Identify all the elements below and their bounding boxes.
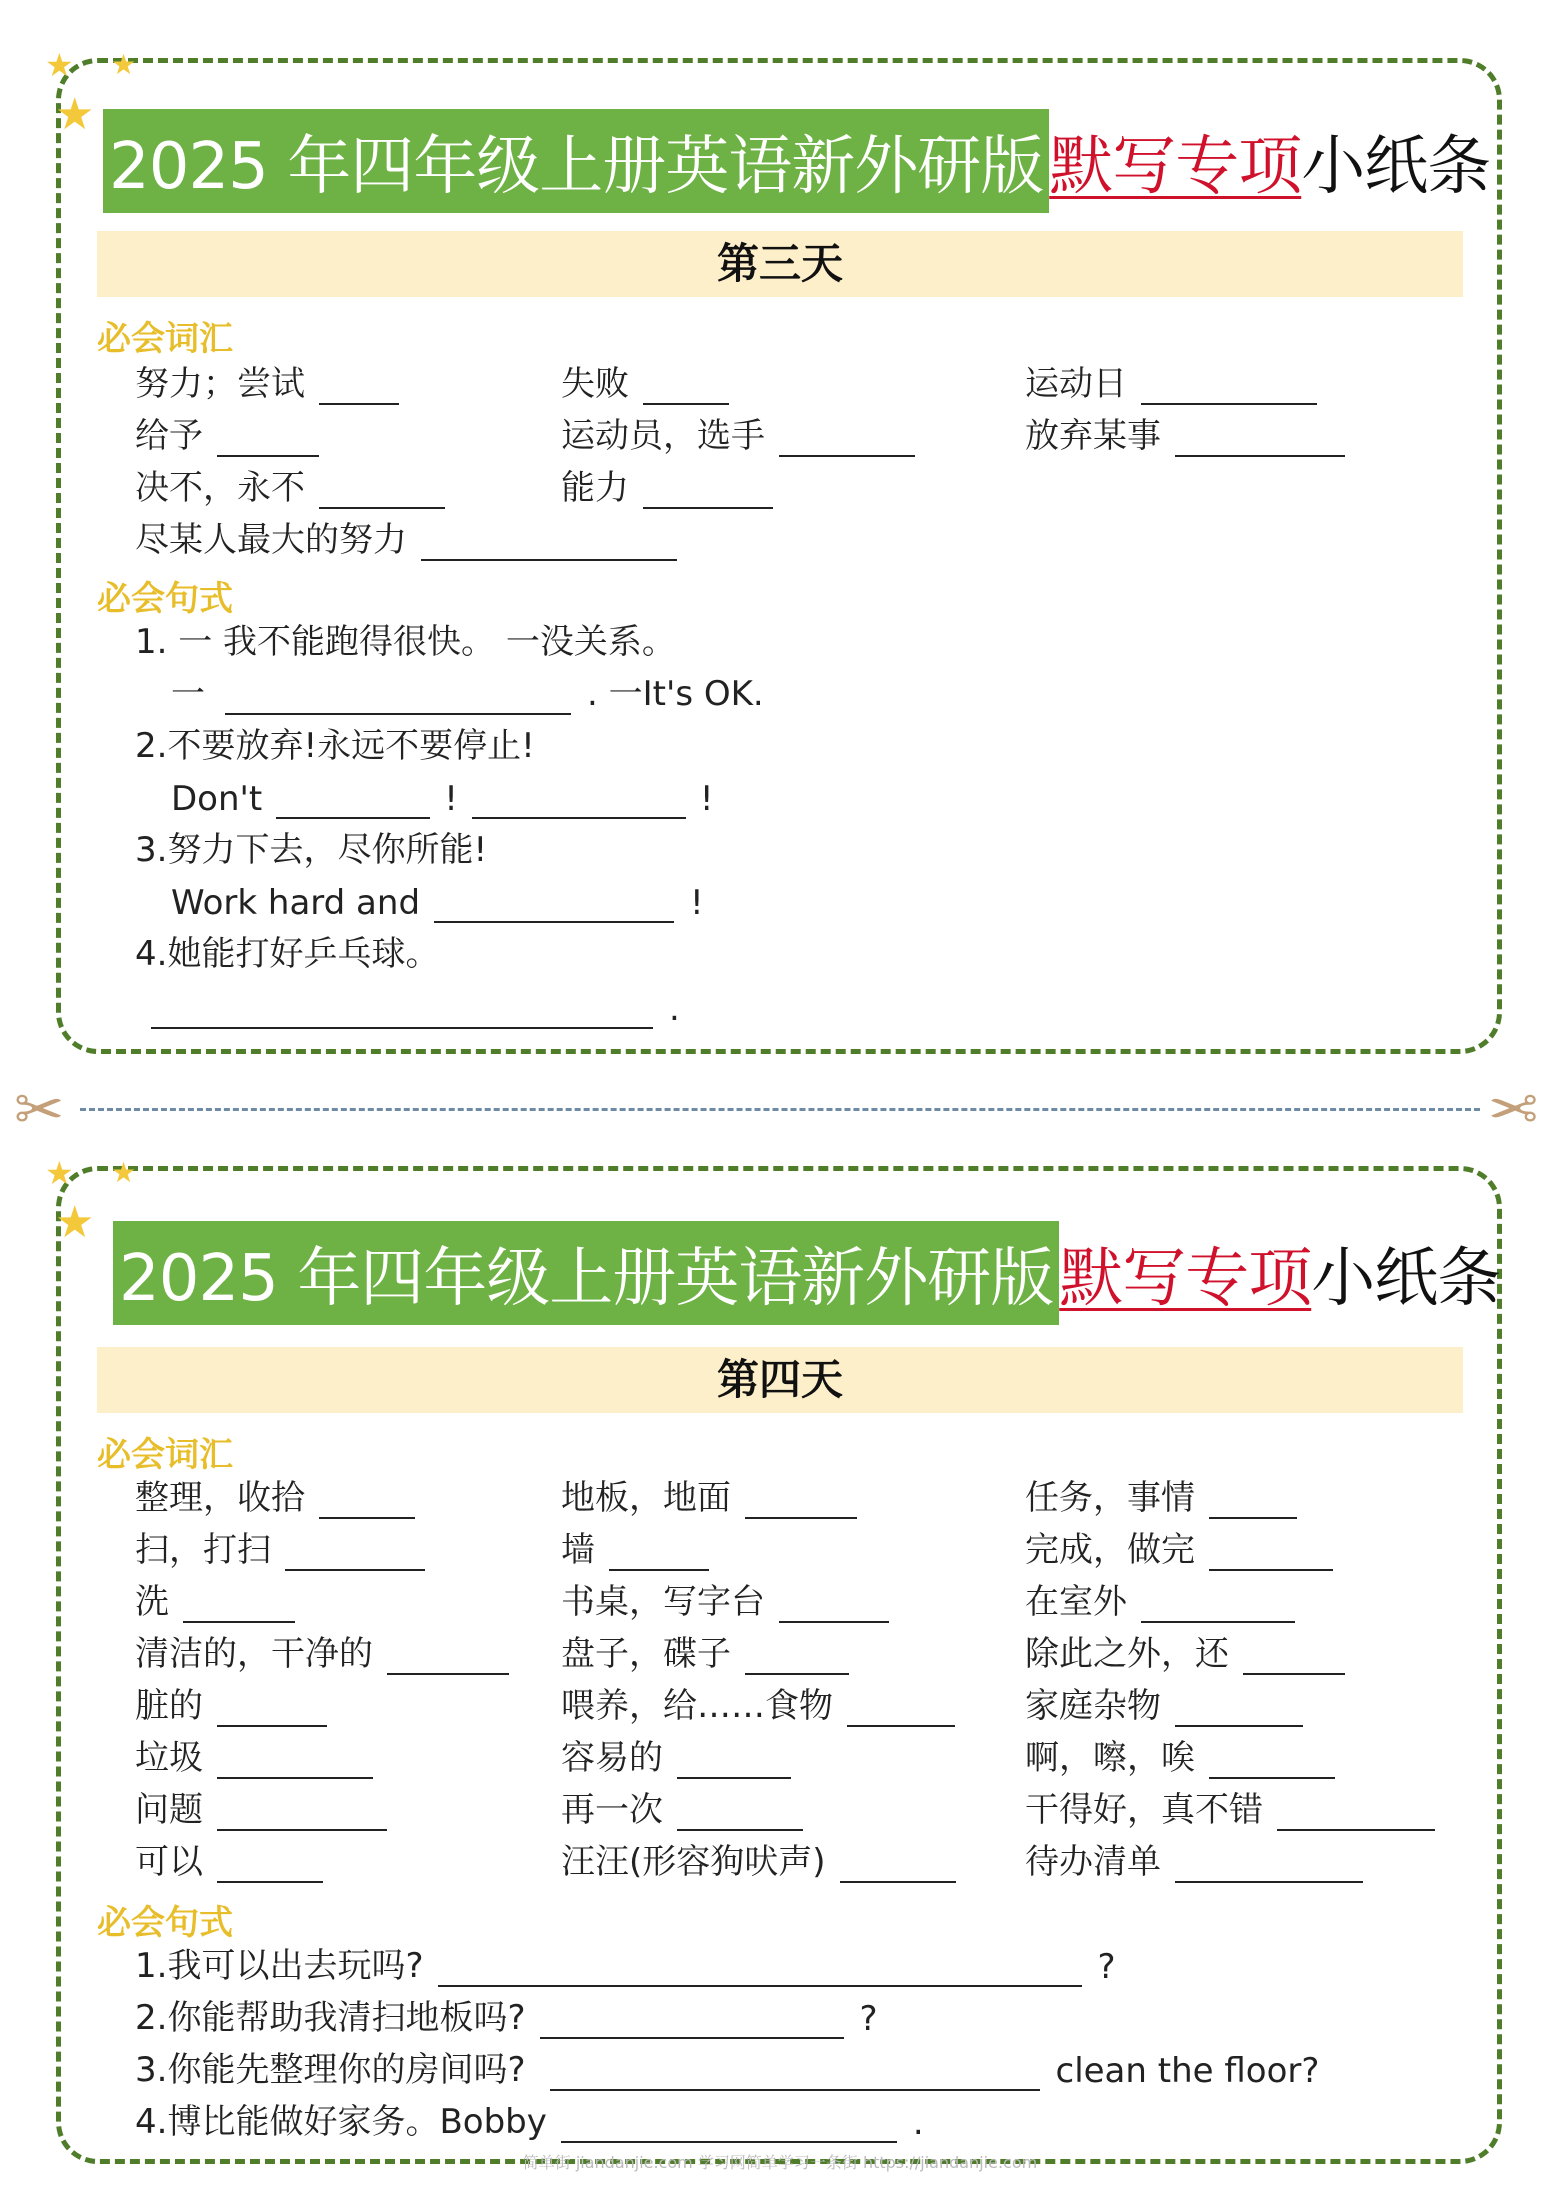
answer-blank[interactable] [472,787,686,819]
answer-blank[interactable] [561,2111,897,2143]
answer-blank[interactable] [840,1851,956,1883]
answer-blank[interactable] [183,1591,295,1623]
vocab-row: 扫，打扫 墙 完成，做完 [61,1519,1497,1571]
answer-blank[interactable] [1277,1799,1435,1831]
vocab-row: 给予 运动员，选手 放弃某事 [61,405,1497,457]
vocab-row: 尽某人最大的努力 [61,509,1497,561]
answer-blank[interactable] [643,373,729,405]
answer-blank[interactable] [1209,1539,1333,1571]
sentence-line: 2.你能帮助我清扫地板吗? ? [135,1998,878,2039]
sentence-answer-line: . [151,977,680,1029]
vocab-heading: 必会词汇 [97,319,233,359]
cut-line [80,1108,1480,1111]
answer-blank[interactable] [434,891,674,923]
sentence-prompt: 3.努力下去，尽你所能! [135,830,488,870]
answer-blank[interactable] [847,1695,955,1727]
answer-blank[interactable] [779,1591,889,1623]
watermark-footer: 简单街 jiandanjie.com 学习网简单学习一条街 https://jiandanjie.com [522,2153,1038,2172]
vocab-row: 决不，永不 能力 [61,457,1497,509]
sentence-prompt: 2.不要放弃!永远不要停止! [135,726,535,766]
vocab-row: 脏的 喂养，给……食物 家庭杂物 [61,1675,1497,1727]
star-icon: ★ [55,89,95,140]
sentence-line: 4.博比能做好家务。Bobby . [135,2102,924,2143]
answer-blank[interactable] [745,1487,857,1519]
vocab-row: 整理，收拾 地板，地面 任务，事情 [61,1467,1497,1519]
sentence-prompt: 1. 一 我不能跑得很快。 一没关系。 [135,622,676,662]
answer-blank[interactable] [779,425,915,457]
answer-blank[interactable] [225,683,571,715]
vocab-row: 可以 汪汪(形容狗吠声) 待办清单 [61,1831,1497,1883]
answer-blank[interactable] [1209,1487,1297,1519]
answer-blank[interactable] [319,477,445,509]
answer-blank[interactable] [438,1955,1082,1987]
answer-blank[interactable] [540,2007,844,2039]
answer-blank[interactable] [319,373,399,405]
scissors-icon: ✂ [1488,1075,1539,1145]
dictation-card-day4 [45,1154,1502,2164]
answer-blank[interactable] [1209,1747,1335,1779]
page-title: 2025 年四年级上册英语新外研版 默写专项 小纸条 [113,1221,1500,1325]
answer-blank[interactable] [319,1487,415,1519]
answer-blank[interactable] [217,1851,323,1883]
answer-blank[interactable] [550,2059,1040,2091]
vocab-row: 问题 再一次 干得好，真不错 [61,1779,1497,1831]
sentence-answer-line: 一 . 一It's OK. [171,674,764,714]
answer-blank[interactable] [285,1539,425,1571]
answer-blank[interactable] [217,1747,373,1779]
dictation-card-day3 [45,46,1502,1054]
sentence-heading: 必会句式 [97,1903,233,1943]
star-icon: ★ [55,1197,95,1248]
answer-blank[interactable] [643,477,773,509]
answer-blank[interactable] [609,1539,709,1571]
sentence-prompt: 4.她能打好乒乓球。 [135,934,440,974]
star-icon: ★ [45,46,74,84]
sentence-heading: 必会句式 [97,579,233,619]
answer-blank[interactable] [677,1747,791,1779]
sentence-answer-line: Work hard and ! [171,883,704,923]
answer-blank[interactable] [387,1643,509,1675]
day-heading: 第三天 [97,231,1463,297]
sentence-line: 3.你能先整理你的房间吗? clean the floor? [135,2050,1320,2091]
vocab-heading: 必会词汇 [97,1435,233,1475]
page-title: 2025 年四年级上册英语新外研版 默写专项 小纸条 [103,109,1490,213]
star-icon: ★ [111,1156,137,1189]
answer-blank[interactable] [217,1695,327,1727]
sentence-answer-line: Don't ! ! [171,779,714,819]
answer-blank[interactable] [217,1799,387,1831]
star-icon: ★ [45,1154,74,1192]
answer-blank[interactable] [1243,1643,1345,1675]
answer-blank[interactable] [421,529,677,561]
answer-blank[interactable] [1141,373,1317,405]
answer-blank[interactable] [745,1643,849,1675]
answer-blank[interactable] [677,1799,803,1831]
sentence-line: 1.我可以出去玩吗? ? [135,1946,1116,1987]
star-icon: ★ [111,48,137,81]
answer-blank[interactable] [276,787,430,819]
answer-blank[interactable] [1141,1591,1295,1623]
answer-blank[interactable] [217,425,319,457]
answer-blank[interactable] [1175,425,1345,457]
answer-blank[interactable] [1175,1851,1363,1883]
vocab-row: 洗 书桌，写字台 在室外 [61,1571,1497,1623]
answer-blank[interactable] [151,997,653,1029]
day-heading: 第四天 [97,1347,1463,1413]
vocab-row: 清洁的，干净的 盘子，碟子 除此之外，还 [61,1623,1497,1675]
vocab-row: 努力；尝试 失败 运动日 [61,353,1497,405]
answer-blank[interactable] [1175,1695,1303,1727]
scissors-icon: ✂ [14,1075,65,1145]
vocab-row: 垃圾 容易的 啊，嚓，唉 [61,1727,1497,1779]
